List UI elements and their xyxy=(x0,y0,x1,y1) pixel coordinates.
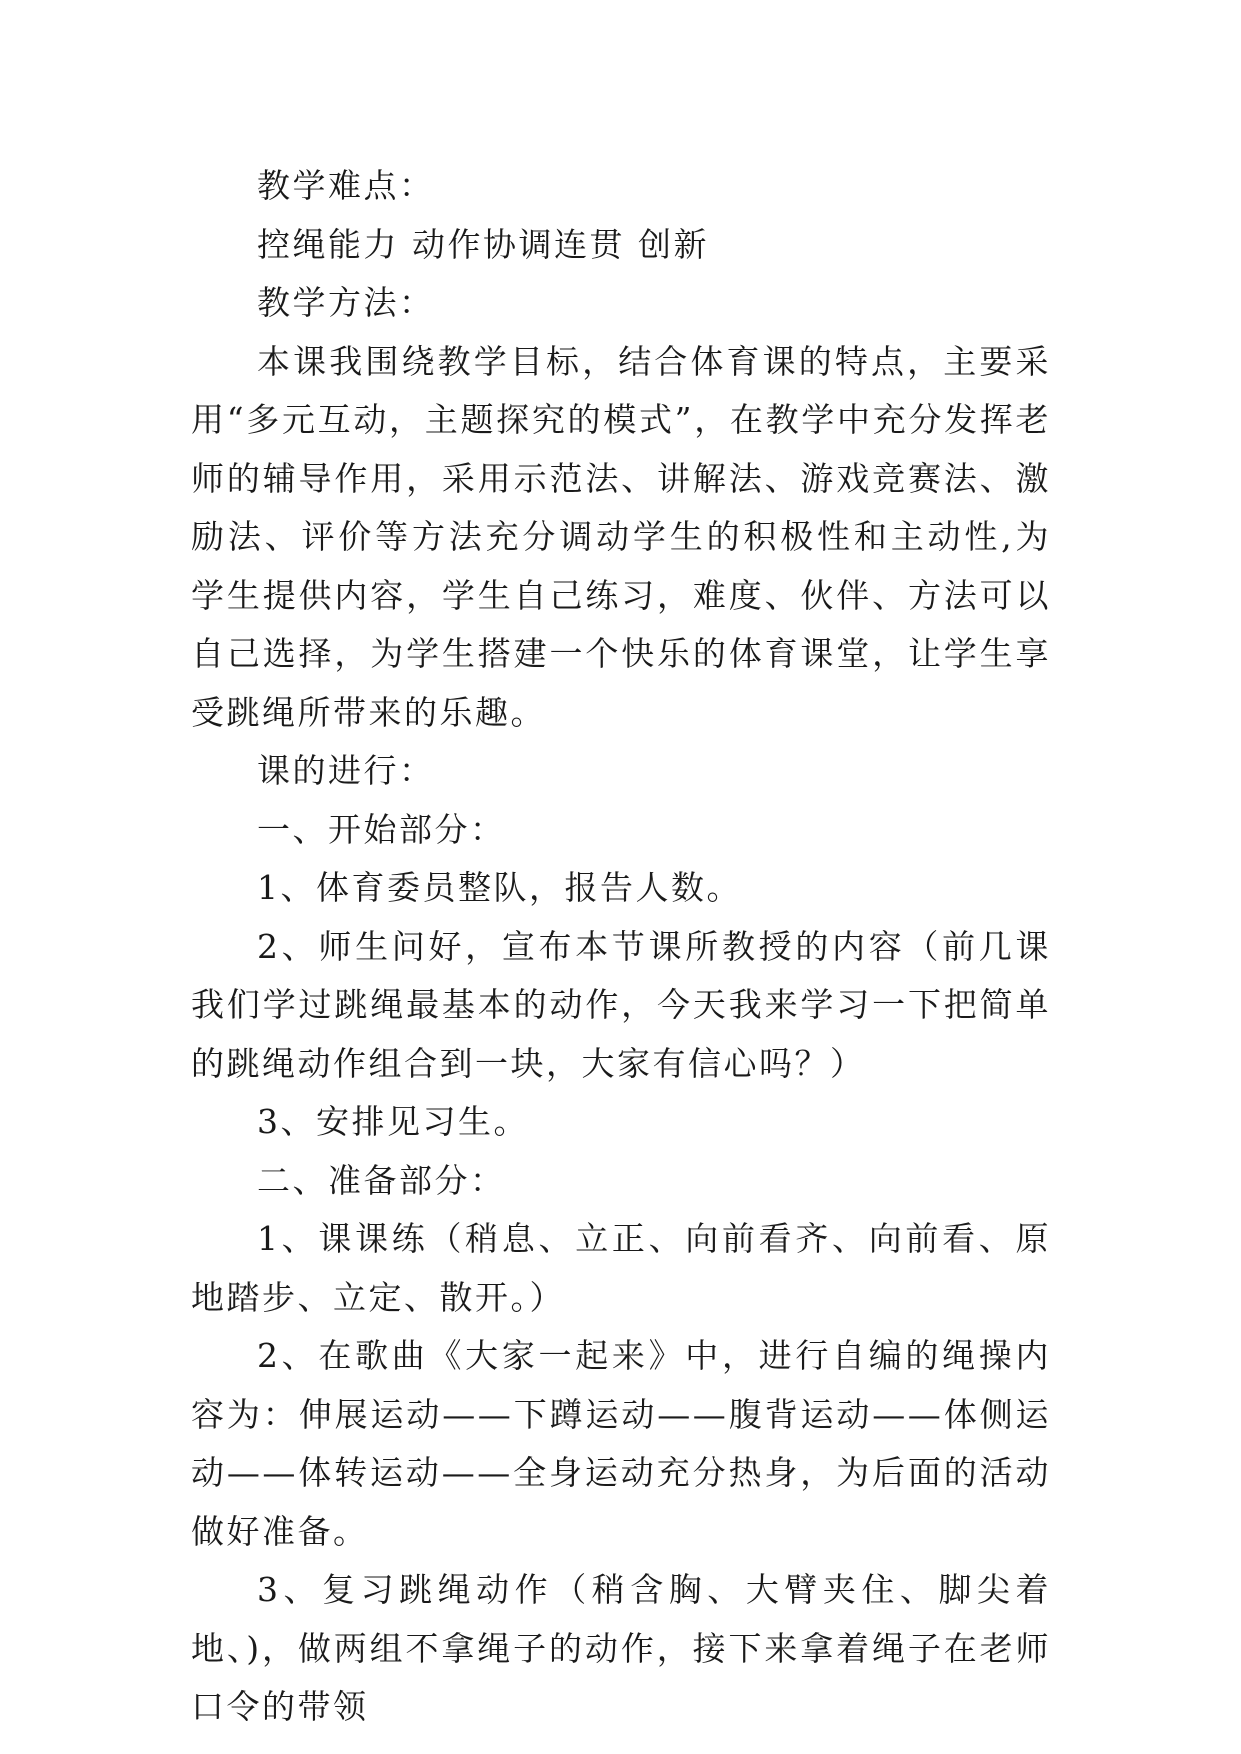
list-item-preparation-2: 2、在歌曲《大家一起来》中，进行自编的绳操内容为：伸展运动——下蹲运动——腹背运动——体侧运动——体转运动——全身运动充分热身，为后面的活动做好准备。 xyxy=(191,1336,1051,1551)
heading-teaching-difficulties: 教学难点： xyxy=(257,166,435,205)
list-item-start-1: 1、体育委员整队，报告人数。 xyxy=(257,868,742,907)
heading-lesson-procedure: 课的进行： xyxy=(257,751,435,790)
document-body xyxy=(191,157,1051,1737)
paragraph-difficulties-list: 控绳能力 动作协调连贯 创新 xyxy=(257,224,709,264)
list-item-preparation-1: 1、课课练（稍息、立正、向前看齐、向前看、原地踏步、立定、散开。） xyxy=(191,1219,1051,1317)
list-item-start-2: 2、师生问好，宣布本节课所教授的内容（前几课我们学过跳绳最基本的动作，今天我来学习一下把简单的跳绳动作组合到一块，大家有信心吗？） xyxy=(191,926,1051,1083)
list-item-start-3: 3、安排见习生。 xyxy=(257,1102,529,1141)
paragraph-methods-description: 本课我围绕教学目标，结合体育课的特点，主要采用“多元互动，主题探究的模式”，在教学中充分发挥老师的辅导作用，采用示范法、讲解法、游戏竞赛法、激励法、评价等方法充分调动学生的积极性和主动性,为学生提供内容，学生自己练习，难度、伙伴、方法可以自己选择，为学生搭建一个快乐的体育课堂，让学生享受跳绳所带来的乐趣。 xyxy=(191,341,1051,732)
heading-part-one-start: 一、开始部分： xyxy=(257,809,506,849)
heading-part-two-preparation: 二、准备部分： xyxy=(257,1160,506,1200)
heading-teaching-methods: 教学方法： xyxy=(257,283,435,322)
list-item-preparation-3: 3、复习跳绳动作（稍含胸、大臂夹住、脚尖着地、)，做两组不拿绳子的动作，接下来拿着绳子在老师口令的带领 xyxy=(191,1570,1051,1726)
